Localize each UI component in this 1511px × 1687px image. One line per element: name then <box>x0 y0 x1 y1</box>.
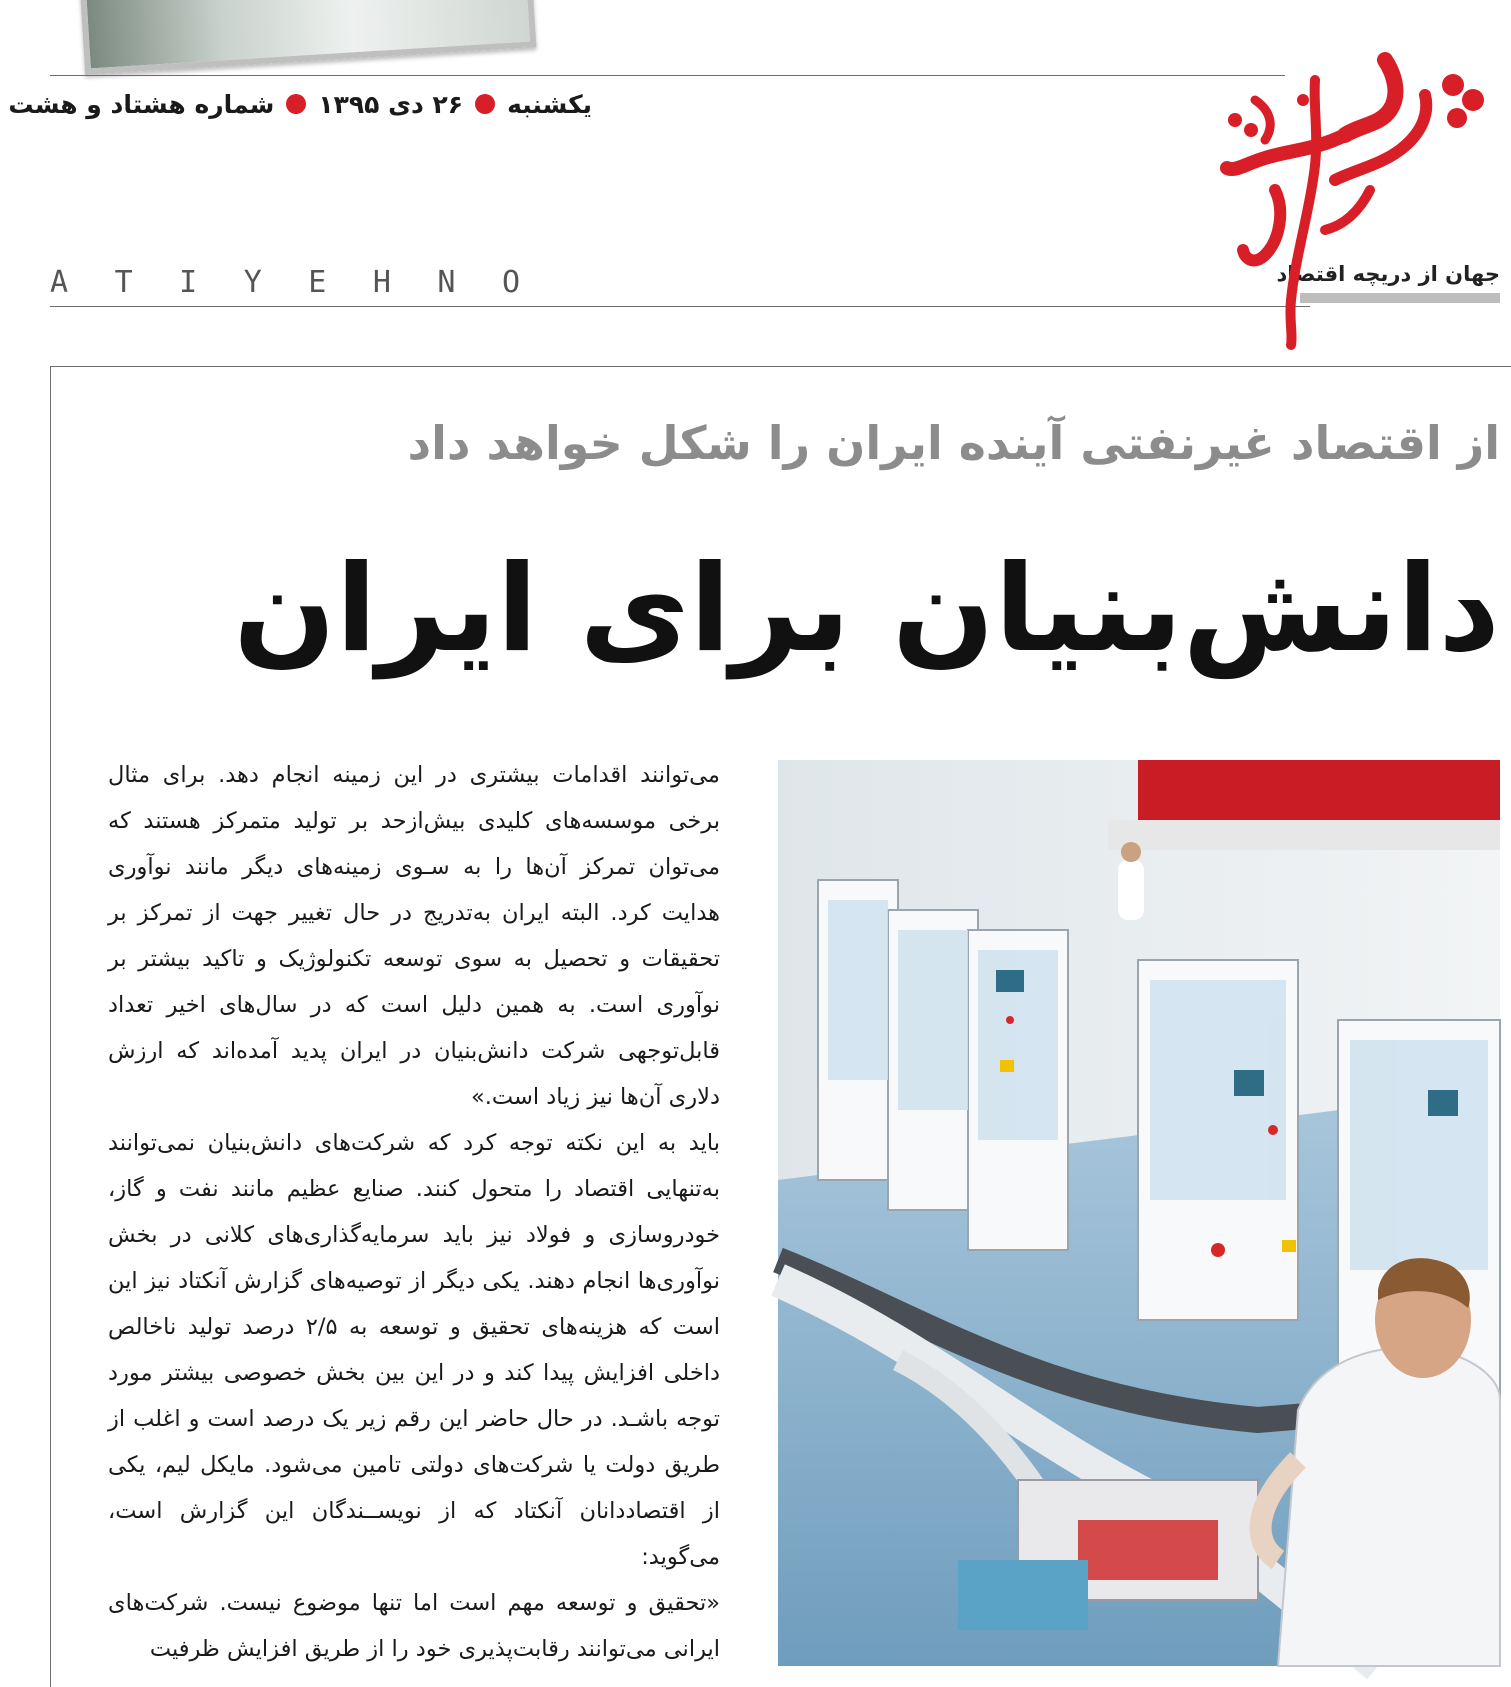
article-kicker: از اقتصاد غیرنفتی آینده ایران را شکل خواهد داد <box>407 416 1500 470</box>
factory-lab-photo-icon <box>778 760 1500 1666</box>
section-letter: E <box>308 265 327 300</box>
weekday: یکشنبه <box>507 89 592 119</box>
section-letter: T <box>114 265 133 300</box>
section-rule <box>50 306 1310 307</box>
red-dot-icon <box>286 94 306 114</box>
cropped-top-photo <box>80 0 537 75</box>
section-name-letters <box>50 265 520 301</box>
article-body-column <box>108 752 720 1662</box>
article-paragraph: باید به این نکته توجه کرد که شرکت‌های دانش‌بنیان نمی‌توانند به‌تنهایی اقتصاد را متحول کنند. صنایع عظیم مانند نفت و گاز، خودروسازی و فولاد نیز باید سرمایه‌گذاری‌های کلانی در بخش نوآوری‌ها انجام دهند. یکی دیگر از توصیه‌های گزارش آنکتاد نیز این است که هزینه‌های تحقیق و توسعه به ۲/۵ درصد تولید ناخالص داخلی افزایش پیدا کند و در این بین بخش خصوصی بیشتر مورد توجه باشـد. در حال حاضر این رقم زیر یک درصد است و اغلب از طریق دولت یا شرکت‌های دولتی تامین می‌شود. مایکل لیم، یکی از اقتصاددانان آنکتاد که از نویســندگان این گزارش است، می‌گوید: <box>108 1130 720 1570</box>
section-letter: Y <box>243 265 262 300</box>
header-rule <box>50 75 1285 76</box>
section-letter: A <box>50 265 69 300</box>
issue-date: ۲۶ دی ۱۳۹۵ <box>318 89 464 119</box>
issue-number: شماره هشتاد و هشت <box>8 89 275 119</box>
calligraphy-logo-icon <box>1195 40 1500 360</box>
issue-info <box>8 84 592 124</box>
section-letter: N <box>437 265 456 300</box>
section-letter: I <box>179 265 198 300</box>
article-paragraph: می‌توانند اقدامات بیشتری در این زمینه انجام دهد. برای مثال برخی موسسه‌های کلیدی بیش‌ازحد بر تولید متمرکز هستند که می‌توان تمرکز آن‌ها را به سـوی زمینه‌های دیگر مانند نوآوری هدایت کرد. البته ایران به‌تدریج در حال تغییر جهت از تمرکز بر تحقیقات و تحصیل به سوی توسعه تکنولوژیک و تاکید بیشتر بر نوآوری است. به همین دلیل است که در سال‌های اخیر تعداد قابل‌توجهی شرکت دانش‌بنیان در ایران پدید آمده‌اند که ارزش دلاری آن‌ها نیز زیاد است.» <box>108 762 720 1110</box>
article-paragraph: «تحقیق و توسعه مهم است اما تنها موضوع نیست. شرکت‌های ایرانی می‌توانند رقابت‌پذیری خود را از طریق افزایش ظرفیت <box>108 1590 720 1662</box>
red-dot-icon <box>475 94 495 114</box>
section-letter: O <box>501 265 520 300</box>
section-letter: H <box>372 265 391 300</box>
tagline: جهان از دریچه اقتصاد <box>1276 262 1500 286</box>
article-headline: دانش‌بنیان برای ایران <box>233 540 1500 679</box>
